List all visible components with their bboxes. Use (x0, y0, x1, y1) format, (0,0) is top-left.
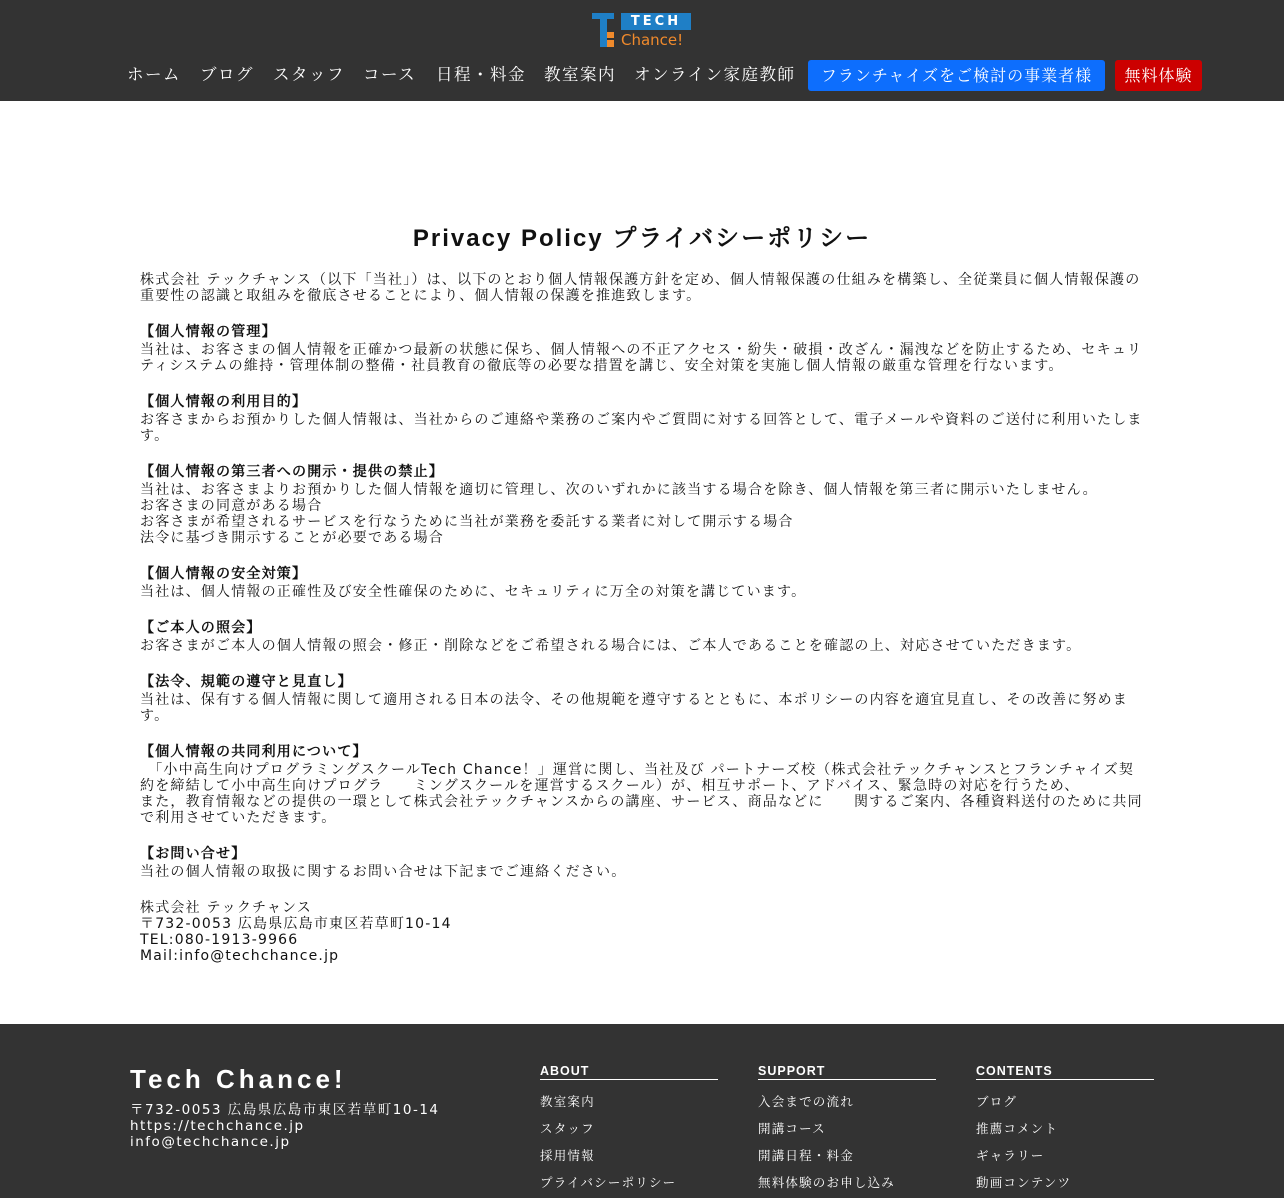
section-text: 当社の個人情報の取扱に関するお問い合せは下記までご連絡ください。 (140, 864, 627, 880)
section-heading-security: 【個人情報の安全対策】 (140, 566, 308, 582)
section-text: 当社は、お客さまよりお預かりした個人情報を適切に管理し、次のいずれかに該当する場合を除き、個人情報を第三者に開示いたしません。 (140, 482, 1098, 498)
footer-link-schedule[interactable]: 開講日程・料金 (758, 1148, 854, 1163)
section-heading-joint-use: 【個人情報の共同利用について】 (140, 744, 368, 760)
franchise-button[interactable]: フランチャイズをご検討の事業者様 (808, 60, 1105, 91)
spacer (140, 880, 1144, 900)
footer-column-title: ABOUT (540, 1064, 718, 1080)
section-heading-inquiry: 【ご本人の照会】 (140, 620, 262, 636)
section-text: 当社は、保有する個人情報に関して適用される日本の法令、その他規範を遵守するとともに、本ポリシーの内容を適宜見直し、その改善に努めます。 (140, 692, 1128, 724)
nav-item-course[interactable]: コース (363, 65, 417, 84)
logo-text-tech: TECH (621, 13, 691, 30)
site-logo[interactable] (592, 12, 692, 48)
section-text: 当社は、個人情報の正確性及び安全性確保のために、セキュリティに万全の対策を講じています。 (140, 584, 807, 600)
section-text: お客さまの同意がある場合 (140, 498, 323, 514)
nav-item-home[interactable]: ホーム (127, 65, 181, 84)
company-tel: TEL:080-1913-9966 (140, 932, 299, 948)
policy-body (140, 272, 1144, 964)
footer-link-privacy[interactable]: プライバシーポリシー (540, 1175, 677, 1190)
nav-item-schedule-fee[interactable]: 日程・料金 (436, 65, 526, 84)
footer-link-videos[interactable]: 動画コンテンツ (976, 1175, 1072, 1190)
company-mail: Mail:info@techchance.jp (140, 948, 340, 964)
footer-link-comments[interactable]: 推薦コメント (976, 1121, 1059, 1136)
footer-link-classroom[interactable]: 教室案内 (540, 1094, 595, 1109)
section-text: お客さまがご本人の個人情報の照会・修正・削除などをご希望される場合には、ご本人であることを確認の上、対応させていただきます。 (140, 638, 1082, 654)
section-heading-compliance: 【法令、規範の遵守と見直し】 (140, 674, 353, 690)
footer-link-blog[interactable]: ブログ (976, 1094, 1018, 1109)
nav-item-classroom[interactable]: 教室案内 (544, 65, 616, 84)
logo-mark-icon (592, 12, 620, 48)
footer-contact (130, 1102, 510, 1150)
footer-column-title: CONTENTS (976, 1064, 1154, 1080)
nav-item-staff[interactable]: スタッフ (273, 65, 345, 84)
main-nav (0, 60, 1284, 92)
section-heading-purpose: 【個人情報の利用目的】 (140, 394, 308, 410)
footer-email[interactable]: info@techchance.jp (130, 1134, 291, 1150)
footer-column-about (540, 1064, 718, 1190)
section-heading-contact: 【お問い合せ】 (140, 846, 247, 862)
footer-address: 〒732-0053 広島県広島市東区若草町10-14 (130, 1102, 440, 1118)
footer-brand: Tech Chance! (130, 1064, 347, 1094)
company-name: 株式会社 テックチャンス (140, 900, 313, 916)
section-text: 当社は、お客さまの個人情報を正確かつ最新の状態に保ち、個人情報への不正アクセス・紛失・破損・改ざん・漏洩などを防止するため、セキュリティシステムの維持・管理体制の整備・社員教育の徹底等の必要な措置を講じ、安全対策を実施し個人情報の厳重な管理を行ないます。 (140, 342, 1143, 374)
footer-column-title: SUPPORT (758, 1064, 936, 1080)
nav-item-online-tutor[interactable]: オンライン家庭教師 (634, 65, 796, 84)
footer-column-support (758, 1064, 936, 1190)
section-text: お客さまからお預かりした個人情報は、当社からのご連絡や業務のご案内やご質問に対する回答として、電子メールや資料のご送付に利用いたします。 (140, 412, 1143, 444)
page-title: Privacy Policy プライバシーポリシー (412, 225, 872, 252)
footer-link-courses[interactable]: 開講コース (758, 1121, 826, 1136)
company-address: 〒732-0053 広島県広島市東区若草町10-14 (140, 916, 452, 932)
footer-link-enroll-flow[interactable]: 入会までの流れ (758, 1094, 854, 1109)
policy-intro: 株式会社 テックチャンス（以下「当社」）は、以下のとおり個人情報保護方針を定め、個人情報保護の仕組みを構築し、全従業員に個人情報保護の重要性の認識と取組みを徹底させることにより、個人情報の保護を推進致します。 (140, 272, 1141, 304)
free-trial-button[interactable]: 無料体験 (1115, 60, 1202, 91)
section-heading-management: 【個人情報の管理】 (140, 324, 277, 340)
logo-text-chance: Chance! (621, 31, 684, 49)
section-text: また，教育情報などの提供の一環として株式会社テックチャンスからの講座、サービス、商品などに 関するご案内、各種資料送付のために共同で利用させていただきます。 (140, 794, 1143, 826)
section-text: お客さまが希望されるサービスを行なうために当社が業務を委託する業者に対して開示する場合 (140, 514, 794, 530)
footer-url[interactable]: https://techchance.jp (130, 1118, 305, 1134)
section-heading-third-party: 【個人情報の第三者への開示・提供の禁止】 (140, 464, 444, 480)
section-text: 法令に基づき開示することが必要である場合 (140, 530, 444, 546)
nav-item-blog[interactable]: ブログ (200, 65, 254, 84)
footer-column-contents (976, 1064, 1154, 1190)
footer-link-staff[interactable]: スタッフ (540, 1121, 595, 1136)
site-footer (0, 1024, 1284, 1198)
footer-link-recruit[interactable]: 採用情報 (540, 1148, 595, 1163)
section-text: 「小中高生向けプログラミングスクールTech Chance！」運営に関し、当社及び パートナーズ校（株式会社テックチャンスとフランチャイズ契約を締結して小中高生向けプログラ ミングスクールを運営するスクール）が、相互サポート、アドバイス、緊急時の対応を行うため、 (140, 762, 1135, 794)
footer-link-gallery[interactable]: ギャラリー (976, 1148, 1045, 1163)
footer-link-trial-apply[interactable]: 無料体験のお申し込み (758, 1175, 896, 1190)
site-header (0, 0, 1284, 101)
